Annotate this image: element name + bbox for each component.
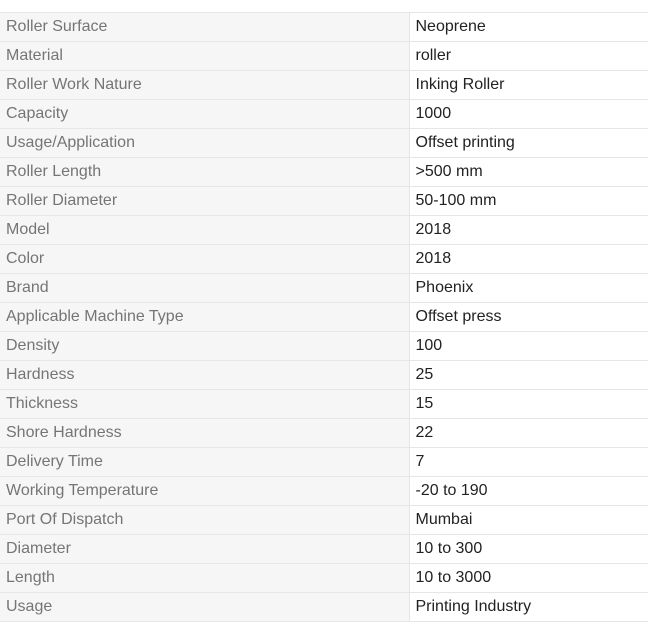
specifications-table bbox=[0, 12, 648, 622]
spec-value: -20 to 190 bbox=[409, 477, 648, 506]
spec-label: Color bbox=[0, 245, 409, 274]
spec-value: Printing Industry bbox=[409, 593, 648, 622]
spec-value: 10 to 3000 bbox=[409, 564, 648, 593]
spec-label: Capacity bbox=[0, 100, 409, 129]
table-row bbox=[0, 100, 648, 129]
spec-value: 1000 bbox=[409, 100, 648, 129]
table-row bbox=[0, 477, 648, 506]
table-row bbox=[0, 13, 648, 42]
spec-label: Applicable Machine Type bbox=[0, 303, 409, 332]
spec-value: 100 bbox=[409, 332, 648, 361]
spec-value: 25 bbox=[409, 361, 648, 390]
spec-label: Roller Length bbox=[0, 158, 409, 187]
spec-label: Port Of Dispatch bbox=[0, 506, 409, 535]
spec-label: Hardness bbox=[0, 361, 409, 390]
table-row bbox=[0, 158, 648, 187]
spec-value: Mumbai bbox=[409, 506, 648, 535]
table-row bbox=[0, 42, 648, 71]
spec-label: Model bbox=[0, 216, 409, 245]
table-row bbox=[0, 274, 648, 303]
spec-value: 2018 bbox=[409, 216, 648, 245]
table-row bbox=[0, 535, 648, 564]
table-row bbox=[0, 448, 648, 477]
spec-label: Diameter bbox=[0, 535, 409, 564]
table-row bbox=[0, 187, 648, 216]
spec-label: Shore Hardness bbox=[0, 419, 409, 448]
spec-value: Offset press bbox=[409, 303, 648, 332]
specifications-body bbox=[0, 13, 648, 622]
spec-label: Usage bbox=[0, 593, 409, 622]
spec-label: Delivery Time bbox=[0, 448, 409, 477]
spec-value: 15 bbox=[409, 390, 648, 419]
table-row bbox=[0, 303, 648, 332]
spec-value: roller bbox=[409, 42, 648, 71]
spec-value: 10 to 300 bbox=[409, 535, 648, 564]
spec-value: Offset printing bbox=[409, 129, 648, 158]
table-row bbox=[0, 129, 648, 158]
spec-label: Density bbox=[0, 332, 409, 361]
spec-value: Neoprene bbox=[409, 13, 648, 42]
spec-value: Inking Roller bbox=[409, 71, 648, 100]
spec-label: Brand bbox=[0, 274, 409, 303]
spec-value: >500 mm bbox=[409, 158, 648, 187]
spec-value: 2018 bbox=[409, 245, 648, 274]
table-row bbox=[0, 506, 648, 535]
table-row bbox=[0, 419, 648, 448]
spec-label: Usage/Application bbox=[0, 129, 409, 158]
table-row bbox=[0, 390, 648, 419]
spec-label: Material bbox=[0, 42, 409, 71]
spec-label: Thickness bbox=[0, 390, 409, 419]
table-row bbox=[0, 216, 648, 245]
spec-value: 50-100 mm bbox=[409, 187, 648, 216]
spec-value: 22 bbox=[409, 419, 648, 448]
table-row bbox=[0, 332, 648, 361]
spec-label: Roller Diameter bbox=[0, 187, 409, 216]
table-row bbox=[0, 71, 648, 100]
spec-label: Roller Surface bbox=[0, 13, 409, 42]
table-row bbox=[0, 245, 648, 274]
spec-value: 7 bbox=[409, 448, 648, 477]
table-row bbox=[0, 593, 648, 622]
spec-label: Roller Work Nature bbox=[0, 71, 409, 100]
spec-label: Working Temperature bbox=[0, 477, 409, 506]
spec-value: Phoenix bbox=[409, 274, 648, 303]
table-row bbox=[0, 564, 648, 593]
spec-label: Length bbox=[0, 564, 409, 593]
table-row bbox=[0, 361, 648, 390]
